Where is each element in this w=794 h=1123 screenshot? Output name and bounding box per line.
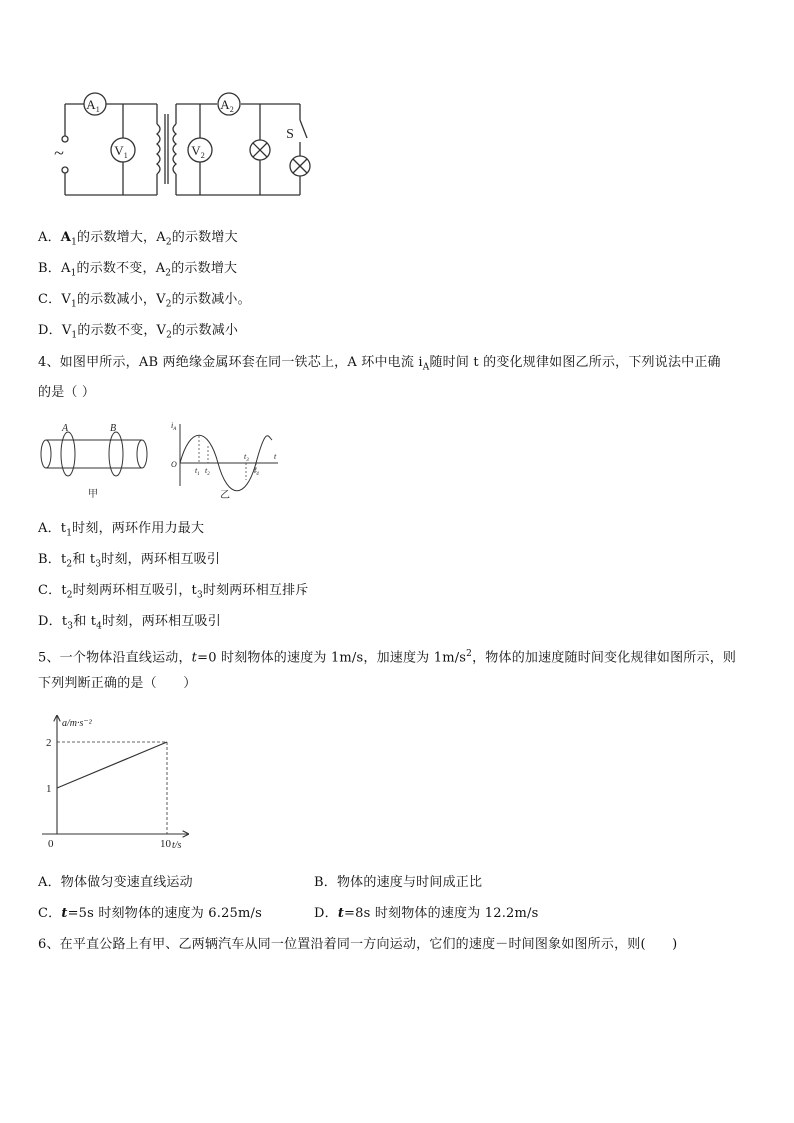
q3-option-a[interactable]: A．$A_1$的示数增大，$A_2$的示数增大 xyxy=(38,230,238,248)
yi-xlabel: t xyxy=(274,452,277,461)
q5-option-b[interactable]: B．物体的速度与时间成正比 xyxy=(314,875,483,890)
q4-option-a[interactable]: A．$t_1$时刻，两环作用力最大 xyxy=(38,521,205,539)
ac-source-symbol: ~ xyxy=(54,143,64,163)
q4-option-b[interactable]: B．$t_2$和 $t_3$时刻，两环相互吸引 xyxy=(38,552,221,570)
fig-jia-caption: 甲 xyxy=(88,489,98,500)
ammeter-a2-label: $A_2$ xyxy=(220,97,234,114)
q5-option-a[interactable]: A．物体做匀变速直线运动 xyxy=(38,875,193,890)
q6-stem: 6、在平直公路上有甲、乙两辆汽车从同一位置沿着同一方向运动，它们的速度－时间图象如图所示，则( ) xyxy=(38,937,678,952)
q5-xtick-0: 0 xyxy=(48,838,54,850)
fig-yi-caption: 乙 xyxy=(220,490,230,501)
q4-figure-jia-rings xyxy=(38,420,153,500)
q3-option-d[interactable]: D．$V_1$的示数不变，$V_2$的示数减小 xyxy=(38,323,239,341)
ring-a-label: A xyxy=(62,423,69,434)
q5-ytick-1: 1 xyxy=(46,783,52,795)
yi-ylabel: $i_A$ xyxy=(171,421,177,432)
ring-b-label: B xyxy=(110,423,117,434)
voltmeter-v1-label: $V_1$ xyxy=(114,143,128,160)
q5-xlabel: t/s xyxy=(172,840,182,851)
voltmeter-v2-label: $V_2$ xyxy=(191,143,205,160)
q5-acceleration-time-chart xyxy=(30,712,200,858)
yi-t2: $t_2$ xyxy=(205,466,210,477)
yi-t4: $t_4$ xyxy=(254,466,259,477)
switch-label: S xyxy=(286,127,294,142)
q3-option-b[interactable]: B．$A_1$的示数不变，$A_2$的示数增大 xyxy=(38,261,238,279)
q5-ytick-2: 2 xyxy=(46,737,52,749)
q5-xtick-10: 10 xyxy=(160,838,171,850)
q4-option-c[interactable]: C．$t_2$时刻两环相互吸引，$t_3$时刻两环相互排斥 xyxy=(38,583,309,601)
yi-origin: O xyxy=(171,460,177,469)
yi-t1: $t_1$ xyxy=(195,466,200,477)
q5-ylabel: a/m·s⁻² xyxy=(62,718,92,729)
q3-option-c[interactable]: C．$V_1$的示数减小，$V_2$的示数减小。 xyxy=(38,292,251,310)
q4-stem-line1: 4、如图甲所示，AB 两绝缘金属环套在同一铁芯上，A 环中电流 $i_A$随时间 t 的变化规律如图乙所示，下列说法中正确 xyxy=(38,355,721,373)
ammeter-a1-label: $A_1$ xyxy=(86,97,100,114)
q5-option-d[interactable]: D．t=8s 时刻物体的速度为 12.2m/s xyxy=(314,906,539,921)
q5-stem-line1: 5、一个物体沿直线运动，t=0 时刻物体的速度为 1m/s，加速度为 $1m/s^2$，物体的加速度随时间变化规律如图所示，则 xyxy=(38,649,737,666)
q5-stem-line2: 下列判断正确的是（ ） xyxy=(38,676,197,691)
yi-t3: $t_3$ xyxy=(244,452,249,463)
q4-figure-yi-current-graph xyxy=(168,418,283,502)
q4-option-d[interactable]: D．$t_3$和 $t_4$时刻，两环相互吸引 xyxy=(38,614,221,632)
q4-stem-line2: 的是（ ） xyxy=(38,385,96,400)
q5-series-line xyxy=(57,742,167,788)
q5-option-c[interactable]: C．t=5s 时刻物体的速度为 6.25m/s xyxy=(38,906,263,921)
transformer-circuit-figure xyxy=(50,88,320,200)
